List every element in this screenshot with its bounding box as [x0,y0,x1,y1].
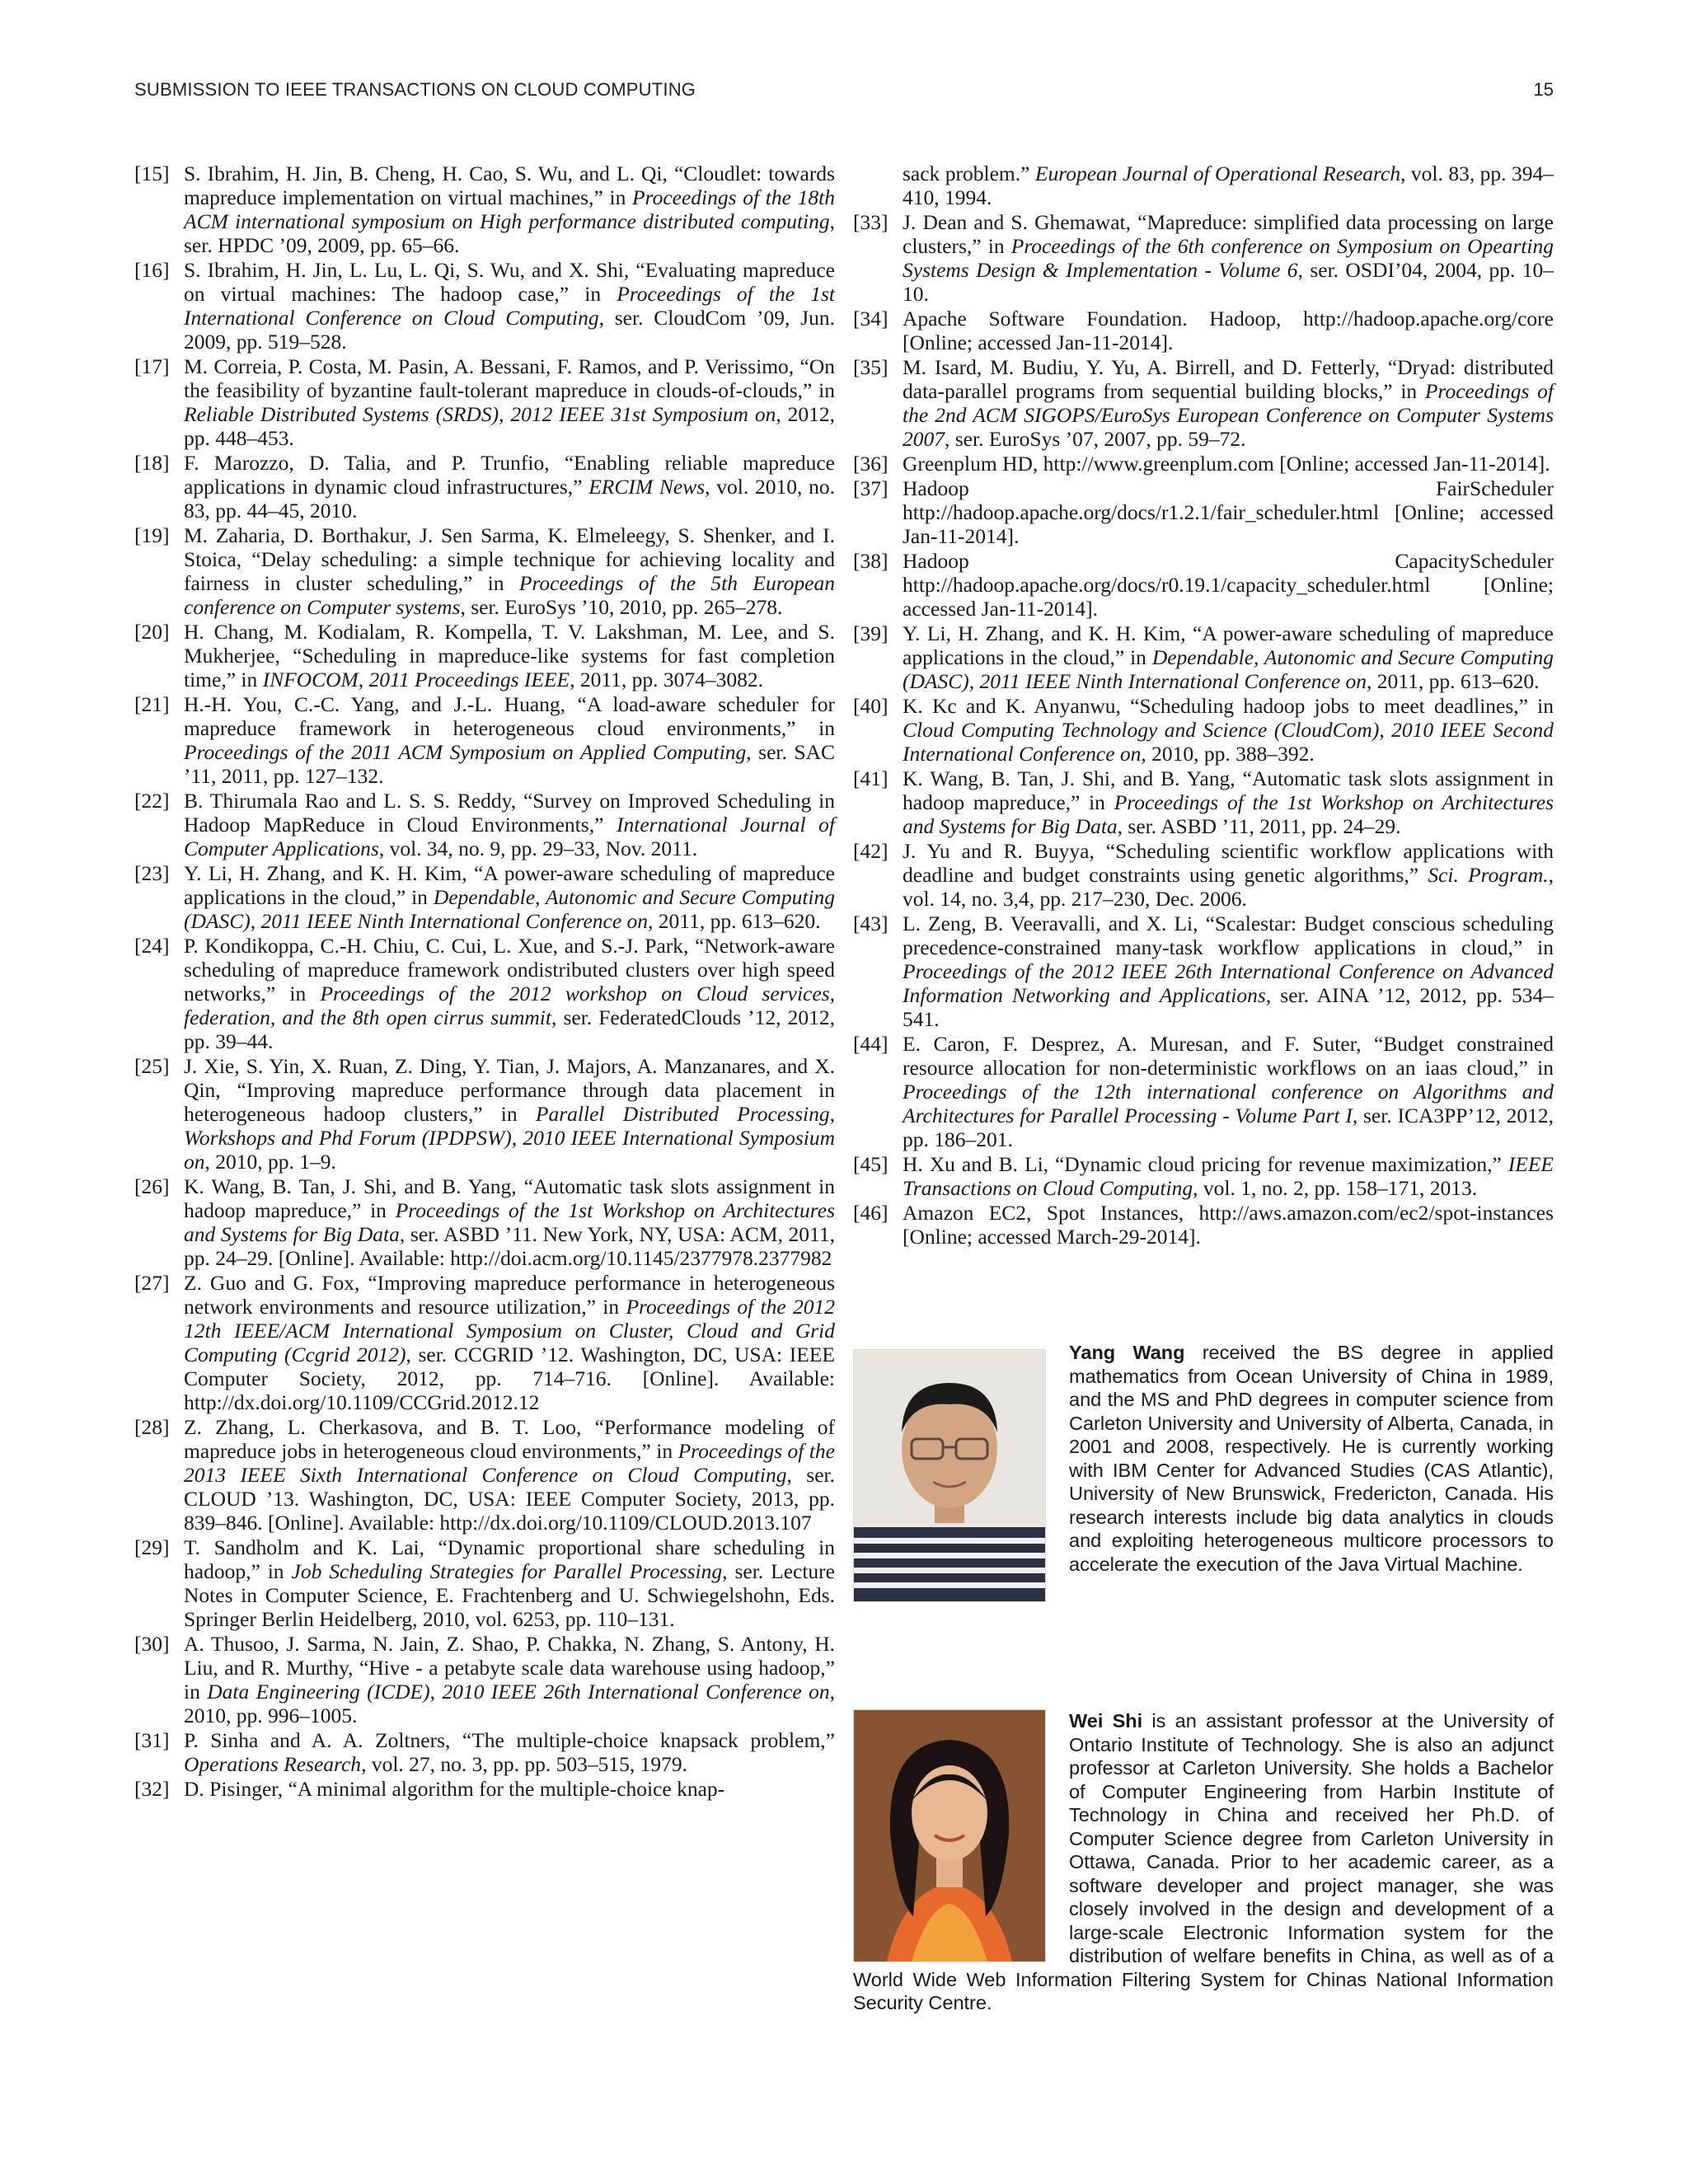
reference-details: , ser. CCGRID ’12. Washington, DC, USA: IEEE Computer Society, 2012, pp. 714–716. [Online]. Available: http://dx.doi.org/10.1109/CCGrid.2012.12 [184,1343,835,1414]
reference-item [853,766,1554,838]
reference-number: [25] [134,1054,170,1078]
reference-text: Z. Zhang, L. Cherkasova, and B. T. Loo, “Performance modeling of mapreduce jobs in heterogeneous cloud environments,” in [184,1415,835,1463]
bio-text: received the BS degree in applied mathematics from Ocean University of China in 1989, and the MS and PhD degrees in computer science from Carleton University and University of Alberta, Canada, in 2001 and 2008, respectively. He is currently working with IBM Center for Advanced Studies (CAS Atlantic), University of New Brunswick, Fredericton, Canada. His research interests include big data analytics in clouds and exploiting heterogeneous multicore processors to accelerate the execution of the Java Virtual Machine. [1069,1342,1554,1575]
reference-number: [45] [853,1152,889,1176]
reference-item [134,258,835,354]
reference-number: [19] [134,523,170,547]
reference-text: S. Ibrahim, H. Jin, B. Cheng, H. Cao, S. Wu, and L. Qi, “Cloudlet: towards mapreduce implementation on virtual machines,” in [184,162,835,209]
reference-number: [35] [853,355,889,379]
reference-number: [20] [134,620,170,644]
reference-details: , ser. CloudCom ’09, Jun. 2009, pp. 519–528. [184,306,835,354]
reference-number: [37] [853,476,889,500]
reference-details: , vol. 1, no. 2, pp. 158–171, 2013. [1193,1176,1478,1200]
reference-venue: Proceedings of the 1st Workshop on Architectures and Systems for Big Data [903,790,1554,838]
reference-text: M. Correia, P. Costa, M. Pasin, A. Bessani, F. Ramos, and P. Verissimo, “On the feasibility of byzantine fault-tolerant mapreduce in clouds-of-clouds,” in [184,354,835,402]
reference-item [134,1415,835,1535]
reference-venue: Parallel Distributed Processing, Workshops and Phd Forum (IPDPSW), 2010 IEEE International Symposium on [184,1102,835,1174]
reference-details: , 2011, pp. 3074–3082. [570,668,764,691]
reference-venue: Proceedings of the 2012 workshop on Cloud services, federation, and the 8th open cirrus summit [184,982,835,1029]
reference-venue: Data Engineering (ICDE), 2010 IEEE 26th International Conference on [207,1680,830,1704]
reference-number: [41] [853,766,889,790]
reference-details: , vol. 27, no. 3, pp. pp. 503–515, 1979. [361,1752,688,1776]
reference-venue: Dependable, Autonomic and Secure Computing (DASC), 2011 IEEE Ninth International Conference on [184,885,835,933]
portrait-image [854,1710,1045,1961]
author-photo-yang-wang [853,1349,1046,1602]
reference-text: H. Xu and B. Li, “Dynamic cloud pricing for revenue maximization,” [903,1152,1508,1176]
reference-text: Hadoop CapacityScheduler http://hadoop.apache.org/docs/r0.19.1/capacity_scheduler.html [Online; accessed Jan-11-2014]. [903,549,1554,621]
reference-number: [24] [134,934,170,958]
reference-number: [42] [853,839,889,863]
running-head: SUBMISSION TO IEEE TRANSACTIONS ON CLOUD COMPUTING [134,79,696,100]
reference-venue: Proceedings of the 1st Workshop on Architectures and Systems for Big Data [184,1198,835,1246]
reference-details: , ser. Lecture Notes in Computer Science, E. Frachtenberg and U. Schwiegelshohn, Eds. Springer Berlin Heidelberg, 2010, vol. 6253, pp. 110–131. [184,1559,835,1631]
reference-details: , ser. CLOUD ’13. Washington, DC, USA: IEEE Computer Society, 2013, pp. 839–846. [Online]. Available: http://dx.doi.org/10.1109/CLOUD.2013.107 [184,1463,835,1535]
page-number: 15 [1533,79,1554,100]
reference-item [134,1174,835,1270]
author-bio-yang-wang [853,1341,1554,1607]
reference-venue: Dependable, Autonomic and Secure Computing (DASC), 2011 IEEE Ninth International Conference on [903,645,1554,693]
reference-item [853,1201,1554,1249]
reference-number: [16] [134,258,170,282]
reference-details: , ser. ICA3PP’12, 2012, pp. 186–201. [903,1104,1554,1151]
reference-item [134,1535,835,1631]
reference-text: P. Sinha and A. A. Zoltners, “The multiple-choice knapsack problem,” [184,1728,835,1752]
reference-details: , ser. HPDC ’09, 2009, pp. 65–66. [184,209,835,257]
reference-text: Y. Li, H. Zhang, and K. H. Kim, “A power-aware scheduling of mapreduce applications in the cloud,” in [184,861,835,909]
reference-details: , ser. FederatedClouds ’12, 2012, pp. 39–44. [184,1005,835,1053]
reference-number: [23] [134,861,170,885]
reference-item [134,523,835,619]
reference-item [853,307,1554,354]
reference-text: F. Marozzo, D. Talia, and P. Trunfio, “Enabling reliable mapreduce applications in dynamic cloud infrastructures,” [184,451,835,499]
reference-text: Apache Software Foundation. Hadoop, http://hadoop.apache.org/core [Online; accessed Jan-11-2014]. [903,307,1554,354]
reference-text: Greenplum HD, http://www.greenplum.com [Online; accessed Jan-11-2014]. [903,452,1550,476]
reference-item [134,451,835,523]
reference-text: P. Kondikoppa, C.-H. Chiu, C. Cui, L. Xue, and S.-J. Park, “Network-aware scheduling of mapreduce framework ondistributed clusters over high speed networks,” in [184,934,835,1005]
reference-number: [38] [853,549,889,573]
reference-item [853,694,1554,766]
reference-venue: Proceedings of the 18th ACM international symposium on High performance distributed computing [184,185,835,233]
reference-text: H.-H. You, C.-C. Yang, and J.-L. Huang, “A load-aware scheduler for mapreduce framework in heterogeneous cloud environments,” in [184,692,835,740]
reference-item [853,210,1554,306]
reference-details: , 2010, pp. 388–392. [1141,742,1315,766]
references-left-column [134,162,835,1802]
reference-details: , ser. EuroSys ’10, 2010, pp. 265–278. [460,595,783,619]
reference-venue: Sci. Program. [1428,863,1549,887]
reference-venue: International Journal of Computer Applications [184,813,836,860]
reference-details: , 2012, pp. 448–453. [184,402,835,450]
portrait-image [854,1350,1045,1601]
reference-text: H. Chang, M. Kodialam, R. Kompella, T. V. Lakshman, M. Lee, and S. Mukherjee, “Scheduling in mapreduce-like systems for fast completion time,” in [184,620,835,691]
reference-number: [28] [134,1415,170,1439]
author-photo-wei-shi [853,1709,1046,1962]
reference-number: [27] [134,1271,170,1295]
reference-text: K. Wang, B. Tan, J. Shi, and B. Yang, “Automatic task slots assignment in hadoop mapreduce,” in [903,766,1554,814]
reference-text: L. Zeng, B. Veeravalli, and X. Li, “Scalestar: Budget conscious scheduling precedence-constrained many-task workflow applications in cloud,” in [903,912,1554,959]
page-header [134,79,1554,105]
reference-number: [31] [134,1728,170,1752]
reference-text: D. Pisinger, “A minimal algorithm for the multiple-choice knap- [184,1777,725,1801]
reference-item [853,476,1554,548]
reference-number: [36] [853,452,889,476]
reference-venue: Operations Research [184,1752,362,1776]
reference-details: , 2010, pp. 996–1005. [184,1680,835,1727]
bio-name: Wei Shi [1069,1710,1143,1732]
reference-details: , 2010, pp. 1–9. [204,1150,336,1174]
reference-number: [39] [853,621,889,645]
reference-number: [26] [134,1174,170,1198]
reference-details: , vol. 14, no. 3,4, pp. 217–230, Dec. 2006. [903,863,1554,911]
reference-venue: Proceedings of the 5th European conference on Computer systems [184,571,835,619]
reference-text: J. Xie, S. Yin, X. Ruan, Z. Ding, Y. Tian, J. Majors, A. Manzanares, and X. Qin, “Improving mapreduce performance through data placement in heterogeneous hadoop clusters,” in [184,1054,835,1126]
reference-number: [44] [853,1032,889,1056]
reference-item [853,1032,1554,1151]
reference-text: Amazon EC2, Spot Instances, http://aws.amazon.com/ec2/spot-instances [Online; accessed March-29-2014]. [903,1201,1554,1249]
reference-venue: Job Scheduling Strategies for Parallel Processing [291,1559,723,1583]
reference-details: , vol. 34, no. 9, pp. 29–33, Nov. 2011. [378,837,698,860]
reference-text: Z. Guo and G. Fox, “Improving mapreduce performance in heterogeneous network environments and resource utilization,” in [184,1271,835,1319]
reference-venue: Proceedings of the 2011 ACM Symposium on Applied Computing [184,740,747,764]
reference-text: M. Isard, M. Budiu, Y. Yu, A. Birrell, and D. Fetterly, “Dryad: distributed data-parallel programs from sequential building blocks,” in [903,355,1554,403]
reference-number: [40] [853,694,889,718]
reference-venue: Proceedings of the 1st International Conference on Cloud Computing [184,282,835,330]
reference-text: M. Zaharia, D. Borthakur, J. Sen Sarma, K. Elmeleegy, S. Shenker, and I. Stoica, “Delay scheduling: a simple technique for achieving locality and fairness in cluster scheduling,” in [184,523,835,595]
reference-venue: INFOCOM, 2011 Proceedings IEEE [262,668,570,691]
reference-venue: ERCIM News [588,475,706,499]
reference-text: K. Wang, B. Tan, J. Shi, and B. Yang, “Automatic task slots assignment in hadoop mapreduce,” in [184,1174,835,1222]
reference-item [134,1632,835,1727]
reference-item [134,1054,835,1174]
reference-number: [32] [134,1777,170,1801]
reference-details: , ser. AINA ’12, 2012, pp. 534–541. [903,983,1554,1031]
reference-details: , ser. SAC ’11, 2011, pp. 127–132. [184,740,835,788]
reference-text: Hadoop FairScheduler http://hadoop.apache.org/docs/r1.2.1/fair_scheduler.html [Online; accessed Jan-11-2014]. [903,476,1554,548]
reference-details: , ser. EuroSys ’07, 2007, pp. 59–72. [945,427,1246,451]
reference-venue: IEEE Transactions on Cloud Computing [903,1152,1554,1200]
reference-number: [22] [134,789,170,813]
reference-details: , 2011, pp. 613–620. [1367,669,1540,693]
reference-text: S. Ibrahim, H. Jin, L. Lu, L. Qi, S. Wu, and X. Shi, “Evaluating mapreduce on virtual machines: The hadoop case,” in [184,258,835,306]
reference-number: [15] [134,162,170,185]
reference-item [134,861,835,933]
reference-details: , 2011, pp. 613–620. [648,909,821,933]
reference-venue: Proceedings of the 2012 12th IEEE/ACM International Symposium on Cluster, Cloud and Grid Computing (Ccgrid 2012) [184,1295,835,1366]
bio-text: is an assistant professor at the University of Ontario Institute of Technology. She is also an adjunct professor at Carleton University. She holds a Bachelor of Computer Engineering from Harbin Institute of Technology in China and received her Ph.D. of Computer Science degree from Carleton University in Ottawa, Canada. Prior to her academic career, as a software developer and project manager, she was closely involved in the design and development of a large-scale Electronic Information system for the distribution of welfare benefits in China, as well as of a World Wide Web Information Filtering System for Chinas National Information Security Centre. [853,1710,1554,2013]
reference-text: B. Thirumala Rao and L. S. S. Reddy, “Survey on Improved Scheduling in Hadoop MapReduce in Cloud Environments,” [184,789,835,837]
reference-venue: European Journal of Operational Research [1034,162,1401,185]
reference-item [134,692,835,788]
reference-number: [29] [134,1535,170,1559]
reference-item [853,162,1554,209]
reference-item [853,355,1554,451]
reference-item [134,1777,835,1801]
reference-details: , ser. OSDI’04, 2004, pp. 10–10. [903,258,1554,306]
reference-text: E. Caron, F. Desprez, A. Muresan, and F. Suter, “Budget constrained resource allocation for non-deterministic workflows on an iaas cloud,” in [903,1032,1554,1080]
reference-item [853,1152,1554,1200]
reference-item [853,912,1554,1031]
bio-name: Yang Wang [1069,1342,1185,1363]
reference-number: [34] [853,307,889,330]
reference-item [134,1271,835,1414]
reference-item [853,839,1554,911]
reference-item [134,354,835,450]
reference-text: K. Kc and K. Anyanwu, “Scheduling hadoop jobs to meet deadlines,” in [903,694,1554,718]
reference-number: [17] [134,354,170,378]
reference-details: , vol. 83, pp. 394–410, 1994. [903,162,1554,209]
references-right-column [853,162,1554,1249]
reference-venue: Proceedings of the 2012 IEEE 26th International Conference on Advanced Information Networking and Applications [903,959,1554,1007]
reference-item [134,620,835,691]
reference-number: [46] [853,1201,889,1225]
reference-text: sack problem.” [903,162,1035,185]
reference-text: J. Yu and R. Buyya, “Scheduling scientific workflow applications with deadline and budget constraints using genetic algorithms,” [903,839,1554,887]
reference-venue: Proceedings of the 6th conference on Symposium on Opearting Systems Design & Implementation - Volume 6 [903,234,1554,282]
reference-item [853,452,1554,476]
reference-item [134,934,835,1053]
reference-item [853,549,1554,621]
reference-venue: Reliable Distributed Systems (SRDS), 2012 IEEE 31st Symposium on [184,402,776,426]
reference-item [134,1728,835,1776]
reference-number: [18] [134,451,170,475]
reference-details: , ser. ASBD ’11, 2011, pp. 24–29. [1117,814,1401,838]
reference-venue: Proceedings of the 2013 IEEE Sixth International Conference on Cloud Computing [184,1439,835,1487]
reference-venue: Proceedings of the 2nd ACM SIGOPS/EuroSys European Conference on Computer Systems 2007 [903,379,1554,451]
reference-item [134,162,835,257]
reference-item [853,621,1554,693]
reference-number: [33] [853,210,889,234]
reference-venue: Proceedings of the 12th international conference on Algorithms and Architectures for Parallel Processing - Volume Part I [903,1080,1554,1127]
reference-text: T. Sandholm and K. Lai, “Dynamic proportional share scheduling in hadoop,” in [184,1535,835,1583]
reference-number: [43] [853,912,889,935]
reference-number: [21] [134,692,170,716]
reference-details: , vol. 2010, no. 83, pp. 44–45, 2010. [184,475,835,523]
reference-number: [30] [134,1632,170,1656]
reference-text: J. Dean and S. Ghemawat, “Mapreduce: simplified data processing on large clusters,” in [903,210,1554,258]
reference-text: A. Thusoo, J. Sarma, N. Jain, Z. Shao, P. Chakka, N. Zhang, S. Antony, H. Liu, and R. Murthy, “Hive - a petabyte scale data warehouse using hadoop,” in [184,1632,835,1704]
author-bio-wei-shi [853,1709,1554,2015]
reference-text: Y. Li, H. Zhang, and K. H. Kim, “A power-aware scheduling of mapreduce applications in the cloud,” in [903,621,1554,669]
reference-venue: Cloud Computing Technology and Science (CloudCom), 2010 IEEE Second International Conference on [903,718,1554,766]
reference-item [134,789,835,860]
reference-details: , ser. ASBD ’11. New York, NY, USA: ACM, 2011, pp. 24–29. [Online]. Available: http://doi.acm.org/10.1145/2377978.2377982 [184,1222,835,1270]
